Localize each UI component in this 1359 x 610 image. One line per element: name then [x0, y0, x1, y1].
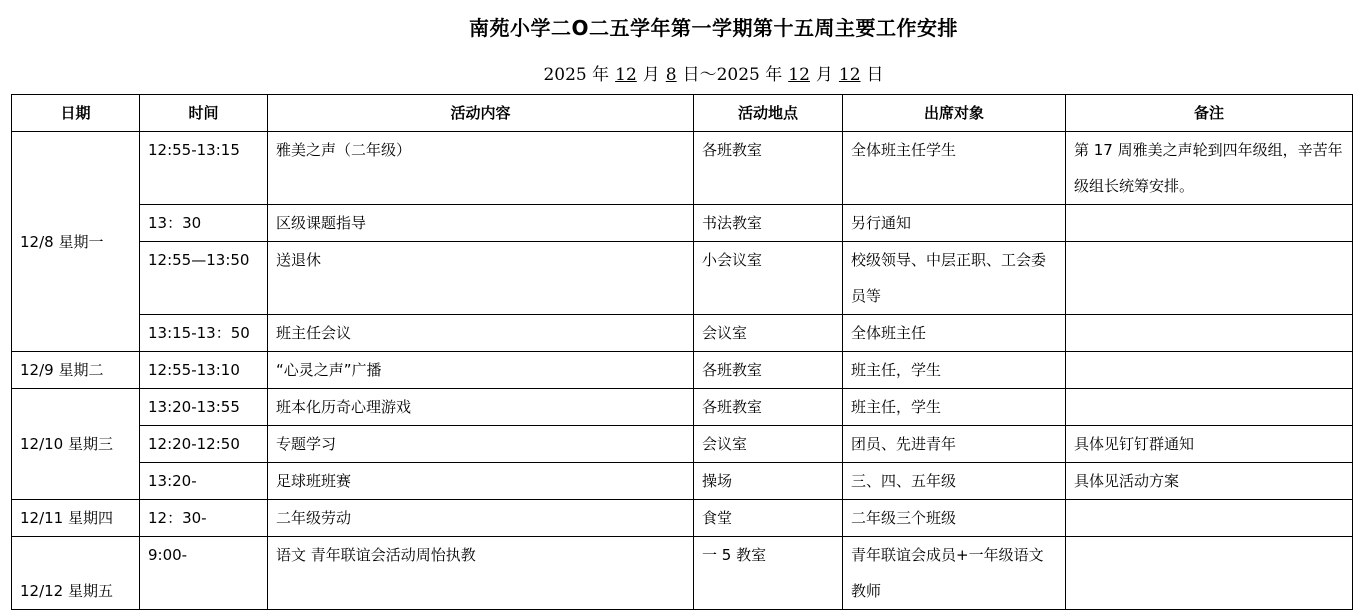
note-cell [1066, 352, 1353, 389]
activity-cell: 班主任会议 [268, 315, 694, 352]
activity-cell: 二年级劳动 [268, 500, 694, 537]
start-year: 2025 [543, 65, 587, 85]
place-cell: 各班教室 [694, 132, 843, 205]
attendees-cell: 校级领导、中层正职、工会委员等 [843, 242, 1066, 315]
page-title: 南苑小学二O二五学年第一学期第十五周主要工作安排 [468, 16, 958, 40]
activity-cell: 雅美之声（二年级） [268, 132, 694, 205]
time-cell: 13：30 [140, 205, 268, 242]
table-row [12, 315, 1353, 352]
attendees-cell: 另行通知 [843, 205, 1066, 242]
time-cell: 13:15-13：50 [140, 315, 268, 352]
table-row [12, 352, 1353, 389]
note-cell: 具体见钉钉群通知 [1066, 426, 1353, 463]
date-cell: 12/9 星期二 [12, 352, 140, 389]
place-cell: 各班教室 [694, 352, 843, 389]
time-cell: 12:55-13:15 [140, 132, 268, 205]
table-row [12, 132, 1353, 205]
attendees-cell: 班主任，学生 [843, 352, 1066, 389]
note-cell [1066, 500, 1353, 537]
header-date: 日期 [12, 95, 140, 132]
start-month: 12 [615, 65, 637, 85]
attendees-cell: 团员、先进青年 [843, 426, 1066, 463]
place-cell: 食堂 [694, 500, 843, 537]
note-cell [1066, 205, 1353, 242]
header-activity: 活动内容 [268, 95, 694, 132]
table-row [12, 205, 1353, 242]
attendees-cell: 班主任，学生 [843, 389, 1066, 426]
header-row [12, 95, 1353, 132]
attendees-cell: 青年联谊会成员+一年级语文教师 [843, 537, 1066, 610]
table-row [12, 500, 1353, 537]
place-cell: 书法教室 [694, 205, 843, 242]
time-cell: 12:55—13:50 [140, 242, 268, 315]
place-cell: 操场 [694, 463, 843, 500]
note-cell [1066, 315, 1353, 352]
table-row [12, 537, 1353, 610]
activity-cell: 送退休 [268, 242, 694, 315]
header-place: 活动地点 [694, 95, 843, 132]
attendees-cell: 全体班主任学生 [843, 132, 1066, 205]
end-year: 2025 [716, 65, 760, 85]
schedule-table [11, 94, 1353, 610]
note-cell [1066, 242, 1353, 315]
year-char: 年 [765, 65, 783, 85]
activity-cell: 班本化历奇心理游戏 [268, 389, 694, 426]
attendees-cell: 全体班主任 [843, 315, 1066, 352]
year-char: 年 [592, 65, 610, 85]
date-cell: 12/11 星期四 [12, 500, 140, 537]
day-char-range: 日～ [682, 65, 717, 85]
place-cell: 会议室 [694, 426, 843, 463]
time-cell: 12：30- [140, 500, 268, 537]
activity-cell: 区级课题指导 [268, 205, 694, 242]
time-cell: 12:20-12:50 [140, 426, 268, 463]
date-cell: 12/12 星期五 [12, 537, 140, 610]
date-range [0, 60, 1359, 85]
place-cell: 一 5 教室 [694, 537, 843, 610]
table-row [12, 242, 1353, 315]
time-cell: 13:20-13:55 [140, 389, 268, 426]
note-cell [1066, 389, 1353, 426]
table-row [12, 463, 1353, 500]
month-char: 月 [642, 65, 660, 85]
month-char: 月 [815, 65, 833, 85]
table-row [12, 389, 1353, 426]
note-cell [1066, 537, 1353, 610]
end-day: 12 [838, 65, 861, 85]
table-row [12, 426, 1353, 463]
date-cell: 12/10 星期三 [12, 389, 140, 500]
start-day: 8 [665, 65, 677, 85]
place-cell: 小会议室 [694, 242, 843, 315]
attendees-cell: 二年级三个班级 [843, 500, 1066, 537]
end-month: 12 [788, 65, 810, 85]
day-char: 日 [866, 65, 884, 85]
time-cell: 9:00- [140, 537, 268, 610]
time-cell: 13:20- [140, 463, 268, 500]
header-attendees: 出席对象 [843, 95, 1066, 132]
place-cell: 各班教室 [694, 389, 843, 426]
date-cell: 12/8 星期一 [12, 132, 140, 352]
activity-cell: 足球班班赛 [268, 463, 694, 500]
activity-cell: 专题学习 [268, 426, 694, 463]
attendees-cell: 三、四、五年级 [843, 463, 1066, 500]
header-time: 时间 [140, 95, 268, 132]
activity-cell: “心灵之声”广播 [268, 352, 694, 389]
note-cell: 第 17 周雅美之声轮到四年级组，辛苦年级组长统筹安排。 [1066, 132, 1353, 205]
header-note: 备注 [1066, 95, 1353, 132]
place-cell: 会议室 [694, 315, 843, 352]
time-cell: 12:55-13:10 [140, 352, 268, 389]
activity-cell: 语文 青年联谊会活动周怡执教 [268, 537, 694, 610]
note-cell: 具体见活动方案 [1066, 463, 1353, 500]
